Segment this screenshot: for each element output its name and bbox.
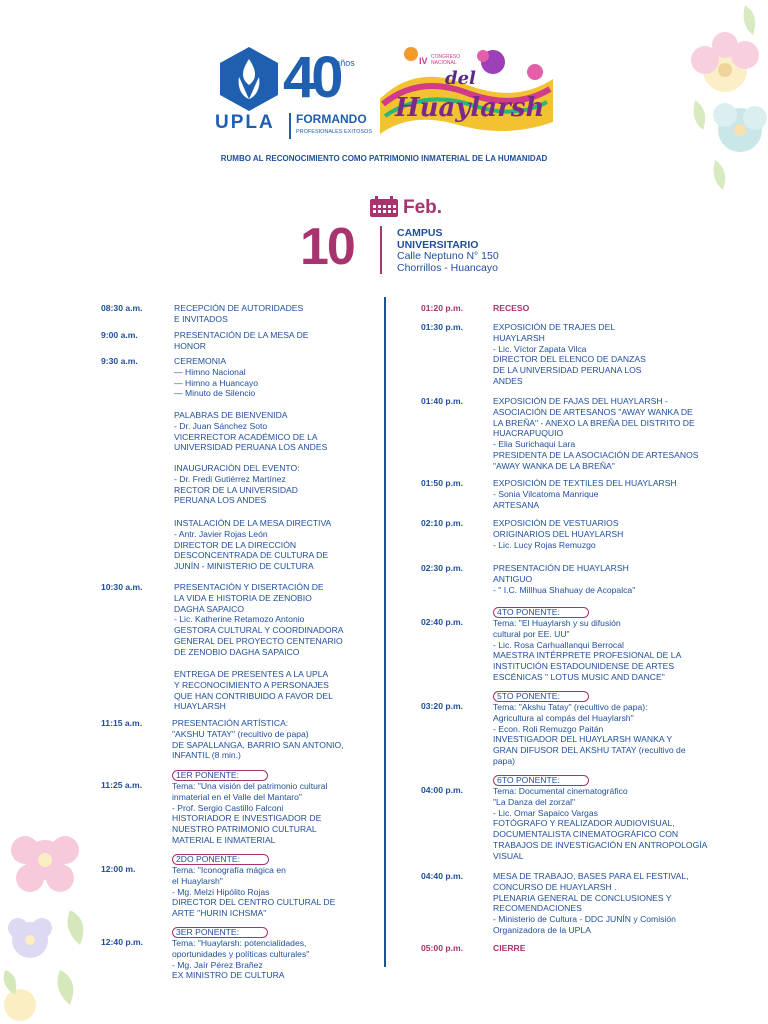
entry-line: - Antr. Javier Rojas León: [174, 528, 268, 539]
program-entry: [493, 322, 646, 387]
entry-line: - Lic. Rosa Carhuallanqui Berrocal: [493, 639, 624, 650]
congreso-nacional: NACIONAL: [431, 60, 457, 66]
time-label: 08:30 a.m.: [101, 303, 143, 313]
program-entry: [493, 871, 689, 936]
entry-line: DIRECTOR DE LA DIRECCIÓN: [174, 539, 297, 550]
entry-line: RECOMENDACIONES: [493, 903, 582, 914]
entry-line: HUAYLARSH: [493, 332, 545, 343]
program-entry: [493, 691, 686, 767]
entry-line: CEREMONIA: [174, 356, 227, 366]
speaker-badge: 1ER PONENTE:: [172, 770, 268, 781]
venue-line-3: Calle Neptuno N° 150: [397, 250, 499, 262]
entry-line: INVESTIGADOR DEL HUAYLARSH WANKA Y: [493, 734, 673, 745]
entry-line: E INVITADOS: [174, 313, 228, 324]
calendar-icon: [369, 196, 399, 218]
entry-line: "AKSHU TATAY" (recultivo de papa): [172, 728, 309, 739]
time-label: 02:10 p.m.: [421, 518, 464, 528]
entry-line: INFANTIL (8 min.): [172, 750, 241, 761]
entry-line: ESCÉNICAS " LOTUS MUSIC AND DANCE": [493, 671, 665, 682]
entry-line: HONOR: [174, 340, 206, 351]
time-label: 9:00 a.m.: [101, 330, 138, 340]
congreso-del: del: [445, 68, 476, 89]
entry-line: DIRECTOR DEL ELENCO DE DANZAS: [493, 354, 646, 365]
entry-line: Tema: "Iconografía mágica en: [172, 865, 286, 875]
entry-line: HUACRAPUQUIO: [493, 428, 564, 439]
entry-line: LA VIDA E HISTORIA DE ZENOBIO: [174, 592, 312, 603]
time-label: 11:15 a.m.: [101, 718, 143, 728]
program-entry: [493, 396, 699, 472]
entry-line: Tema: Documental cinematográfico: [493, 786, 628, 796]
entry-line: DE LA UNIVERSIDAD PERUANA LOS: [493, 365, 642, 376]
entry-line: — Himno a Huancayo: [174, 377, 259, 388]
entry-line: EXPOSICIÓN DE VESTUARIOS: [493, 518, 619, 528]
entry-line: DAGHA SAPAICO: [174, 603, 245, 614]
program-entry: [493, 775, 707, 862]
entry-line: EXPOSICIÓN DE TRAJES DEL: [493, 322, 616, 332]
slogan: RUMBO AL RECONOCIMIENTO COMO PATRIMONIO INMATERIAL DE LA HUMANIDAD: [220, 154, 548, 163]
entry-line: QUE HAN CONTRIBUIDO A FAVOR DEL: [174, 690, 333, 701]
congreso-number: IV: [419, 56, 428, 66]
entry-line: Tema: "Akshu Tatay" (recultivo de papa):: [493, 702, 648, 712]
date-divider: [380, 226, 382, 274]
congreso-label: CONGRESO: [431, 54, 461, 60]
entry-line: GESTORA CULTURAL Y COORDINADORA: [174, 625, 344, 636]
entry-line: - Lic. Omar Sapaico Vargas: [493, 807, 598, 818]
entry-line: EXPOSICIÓN DE TEXTILES DEL HUAYLARSH: [493, 478, 677, 488]
time-label: 01:40 p.m.: [421, 396, 464, 406]
entry-line: FOTÓGRAFO Y REALIZADOR AUDIOVISUAL,: [493, 818, 675, 829]
entry-line: el Huaylarsh": [172, 875, 223, 886]
formando-text: FORMANDO: [296, 112, 367, 126]
entry-line: PRESENTACIÓN DE HUAYLARSH: [493, 563, 629, 573]
entry-line: PRESENTACIÓN DE LA MESA DE: [174, 330, 309, 340]
upla-logo: [215, 45, 283, 113]
entry-line: - Econ. Roli Remuzgo Paitán: [493, 723, 604, 734]
entry-line: "AWAY WANKA DE LA BREÑA": [493, 460, 615, 471]
entry-line: Tema: "El Huaylarsh y su difusión: [493, 618, 621, 628]
speaker-badge: 5TO PONENTE:: [493, 691, 589, 702]
venue-line-4: Chorrillos - Huancayo: [397, 261, 498, 274]
entry-line: PERUANA LOS ANDES: [174, 495, 267, 506]
program-entry: [172, 927, 309, 981]
entry-line: - Dr. Juan Sánchez Soto: [174, 420, 268, 431]
entry-line: PRESENTACIÓN Y DISERTACIÓN DE: [174, 582, 324, 592]
entry-line: - Lic. Lucy Rojas Remuzgo: [493, 539, 596, 550]
entry-line: inmaterial en el Valle del Mantaro": [172, 791, 302, 802]
entry-line: PRESIDENTA DE LA ASOCIACIÓN DE ARTESANOS: [493, 449, 699, 460]
entry-line: GRAN DIFUSOR DEL AKSHU TATAY (recultivo de: [493, 745, 686, 756]
entry-line: HISTORIADOR E INVESTIGADOR DE: [172, 813, 322, 824]
event-venue: [397, 228, 499, 274]
program-entry: [174, 518, 331, 572]
time-label: 12:00 m.: [101, 864, 136, 874]
entry-line: ANTIGUO: [493, 573, 533, 584]
entry-line: HUAYLARSH: [174, 701, 226, 712]
entry-line: UNIVERSIDAD PERUANA LOS ANDES: [174, 442, 328, 453]
entry-line: - Mg. Jaír Pérez Brañez: [172, 959, 263, 970]
entry-line: Organizadora de la UPLA: [493, 924, 591, 935]
program-entry: [172, 854, 335, 919]
entry-line: PLENARIA GENERAL DE CONCLUSIONES Y: [493, 892, 672, 903]
time-label: 04:00 p.m.: [421, 785, 464, 795]
event-month: Feb.: [403, 197, 443, 218]
upla-wordmark: UPLA: [215, 112, 275, 133]
congreso-title: Huaylarsh: [395, 93, 545, 123]
entry-line: - Ministerio de Cultura - DDC JUNÍN y Comisión: [493, 914, 676, 925]
program-entry: [174, 303, 303, 325]
time-label: 12:40 p.m.: [101, 937, 144, 947]
entry-line: ENTREGA DE PRESENTES A LA UPLA: [174, 669, 329, 679]
entry-line: GENERAL DEL PROYECTO CENTENARIO: [174, 635, 343, 646]
speaker-badge: 2DO PONENTE:: [172, 854, 269, 865]
time-label: 01:30 p.m.: [421, 322, 464, 332]
entry-line: Agricultura al compás del Huaylarsh": [493, 712, 634, 723]
entry-line: - Elia Surichaqui Lara: [493, 439, 576, 450]
column-divider: [384, 297, 386, 967]
entry-line: RECESO: [493, 303, 530, 313]
entry-line: - " I.C. Millhua Shahuay de Acopalca": [493, 584, 636, 595]
entry-line: RECEPCIÓN DE AUTORIDADES: [174, 303, 304, 313]
entry-line: TRABAJOS DE INVESTIGACIÓN EN ANTROPOLOGÍA: [493, 839, 708, 850]
entry-line: Tema: "Huaylarsh: potencialidades,: [172, 938, 307, 948]
formando-tagline: [289, 113, 372, 139]
program-entry: [172, 718, 344, 761]
venue-line-1: CAMPUS: [397, 227, 443, 239]
program-entry: [174, 582, 344, 658]
entry-line: papa): [493, 755, 515, 766]
time-label: 01:20 p.m.: [421, 303, 464, 313]
time-label: 03:20 p.m.: [421, 701, 464, 711]
anniversary-number: 40: [283, 45, 340, 110]
entry-line: DE SAPALLANGA, BARRIO SAN ANTONIO,: [172, 739, 344, 750]
event-day: 10: [300, 218, 354, 276]
flower-decoration-top-right: [685, 0, 768, 200]
program-entry: [493, 943, 525, 954]
time-label: 04:40 p.m.: [421, 871, 464, 881]
time-label: 05:00 p.m.: [421, 943, 464, 953]
entry-line: ARTESANA: [493, 499, 540, 510]
entry-line: CONCURSO DE HUAYLARSH .: [493, 881, 617, 892]
entry-line: — Minuto de Silencio: [174, 388, 256, 399]
entry-line: — Himno Nacional: [174, 366, 246, 377]
program-entry: [174, 463, 300, 506]
entry-line: MAESTRA INTÉRPRETE PROFESIONAL DE LA: [493, 650, 682, 661]
entry-line: ANDES: [493, 375, 523, 386]
entry-line: PRESENTACIÓN ARTÍSTICA:: [172, 718, 289, 728]
entry-line: oportunidades y políticas culturales": [172, 948, 310, 959]
entry-line: EXPOSICIÓN DE FAJAS DEL HUAYLARSH -: [493, 396, 668, 406]
program-entry: [493, 563, 635, 595]
entry-line: RECTOR DE LA UNIVERSIDAD: [174, 484, 299, 495]
program-entry: [174, 410, 327, 453]
program-entry: [174, 356, 258, 399]
entry-line: ORIGINARIOS DEL HUAYLARSH: [493, 528, 624, 539]
time-label: 02:40 p.m.: [421, 617, 464, 627]
entry-line: "La Danza del zorzal": [493, 796, 576, 807]
entry-line: Y RECONOCIMIENTO A PERSONAJES: [174, 679, 329, 690]
entry-line: INSTALACIÓN DE LA MESA DIRECTIVA: [174, 518, 332, 528]
entry-line: PALABRAS DE BIENVENIDA: [174, 410, 288, 420]
entry-line: cultural por EE. UU": [493, 628, 570, 639]
congreso-huaylarsh-logo: [375, 44, 560, 139]
program-entry: [493, 518, 623, 550]
time-label: 9:30 a.m.: [101, 356, 138, 366]
flower-decoration-bottom-left: [0, 820, 110, 1024]
program-entry: [493, 478, 677, 510]
program-entry: [172, 770, 327, 846]
entry-line: DOCUMENTALISTA CINEMATOGRÁFICO CON: [493, 829, 679, 840]
time-label: 10:30 a.m.: [101, 582, 143, 592]
entry-line: INSTITUCIÓN ESTADOUNIDENSE DE ARTES: [493, 661, 675, 672]
time-label: 01:50 p.m.: [421, 478, 464, 488]
entry-line: VISUAL: [493, 850, 524, 861]
entry-line: - Mg. Melzi Hipólito Rojas: [172, 886, 270, 897]
entry-line: DE ZENOBIO DAGHA SAPAICO: [174, 646, 300, 657]
entry-line: MESA DE TRABAJO, BASES PARA EL FESTIVAL,: [493, 871, 689, 881]
entry-line: JUNÍN - MINISTERIO DE CULTURA: [174, 561, 314, 572]
program-entry: [174, 669, 333, 712]
entry-line: - Dr. Fredi Gutiérrez Martínez: [174, 473, 286, 484]
time-label: 02:30 p.m.: [421, 563, 464, 573]
formando-subtext: PROFESIONALES EXITOSOS: [296, 129, 373, 135]
speaker-badge: 3ER PONENTE:: [172, 927, 268, 938]
program-entry: [493, 607, 681, 683]
entry-line: NUESTRO PATRIMONIO CULTURAL: [172, 824, 317, 835]
speaker-badge: 6TO PONENTE:: [493, 775, 589, 786]
entry-line: ASOCIACIÓN DE ARTESANOS "AWAY WANKA DE: [493, 406, 693, 417]
entry-line: LA BREÑA" - ANEXO LA BREÑA DEL DISTRITO DE: [493, 417, 695, 428]
time-label: 11:25 a.m.: [101, 780, 143, 790]
entry-line: EX MINISTRO DE CULTURA: [172, 970, 285, 981]
speaker-badge: 4TO PONENTE:: [493, 607, 589, 618]
entry-line: - Lic. Katherine Retamozo Antonio: [174, 614, 305, 625]
program-entry: [493, 303, 529, 314]
entry-line: CIERRE: [493, 943, 526, 953]
entry-line: INAUGURACIÓN DEL EVENTO:: [174, 463, 300, 473]
entry-line: Tema: "Una visión del patrimonio cultural: [172, 781, 328, 791]
anniversary-years: años: [335, 58, 355, 68]
entry-line: ARTE "HURIN ICHSMA": [172, 908, 267, 919]
entry-line: VICERRECTOR ACADÉMICO DE LA: [174, 431, 318, 442]
entry-line: DIRECTOR DEL CENTRO CULTURAL DE: [172, 897, 336, 908]
venue-line-2: UNIVERSITARIO: [397, 238, 479, 251]
entry-line: MATERIAL E INMATERIAL: [172, 834, 276, 845]
entry-line: - Prof. Sergio Castillo Falconi: [172, 802, 284, 813]
entry-line: - Sonia Vilcatoma Manrique: [493, 488, 599, 499]
entry-line: - Lic. Víctor Zapata Vilca: [493, 343, 587, 354]
program-entry: [174, 330, 309, 352]
entry-line: DESCONCENTRADA DE CULTURA DE: [174, 550, 329, 561]
